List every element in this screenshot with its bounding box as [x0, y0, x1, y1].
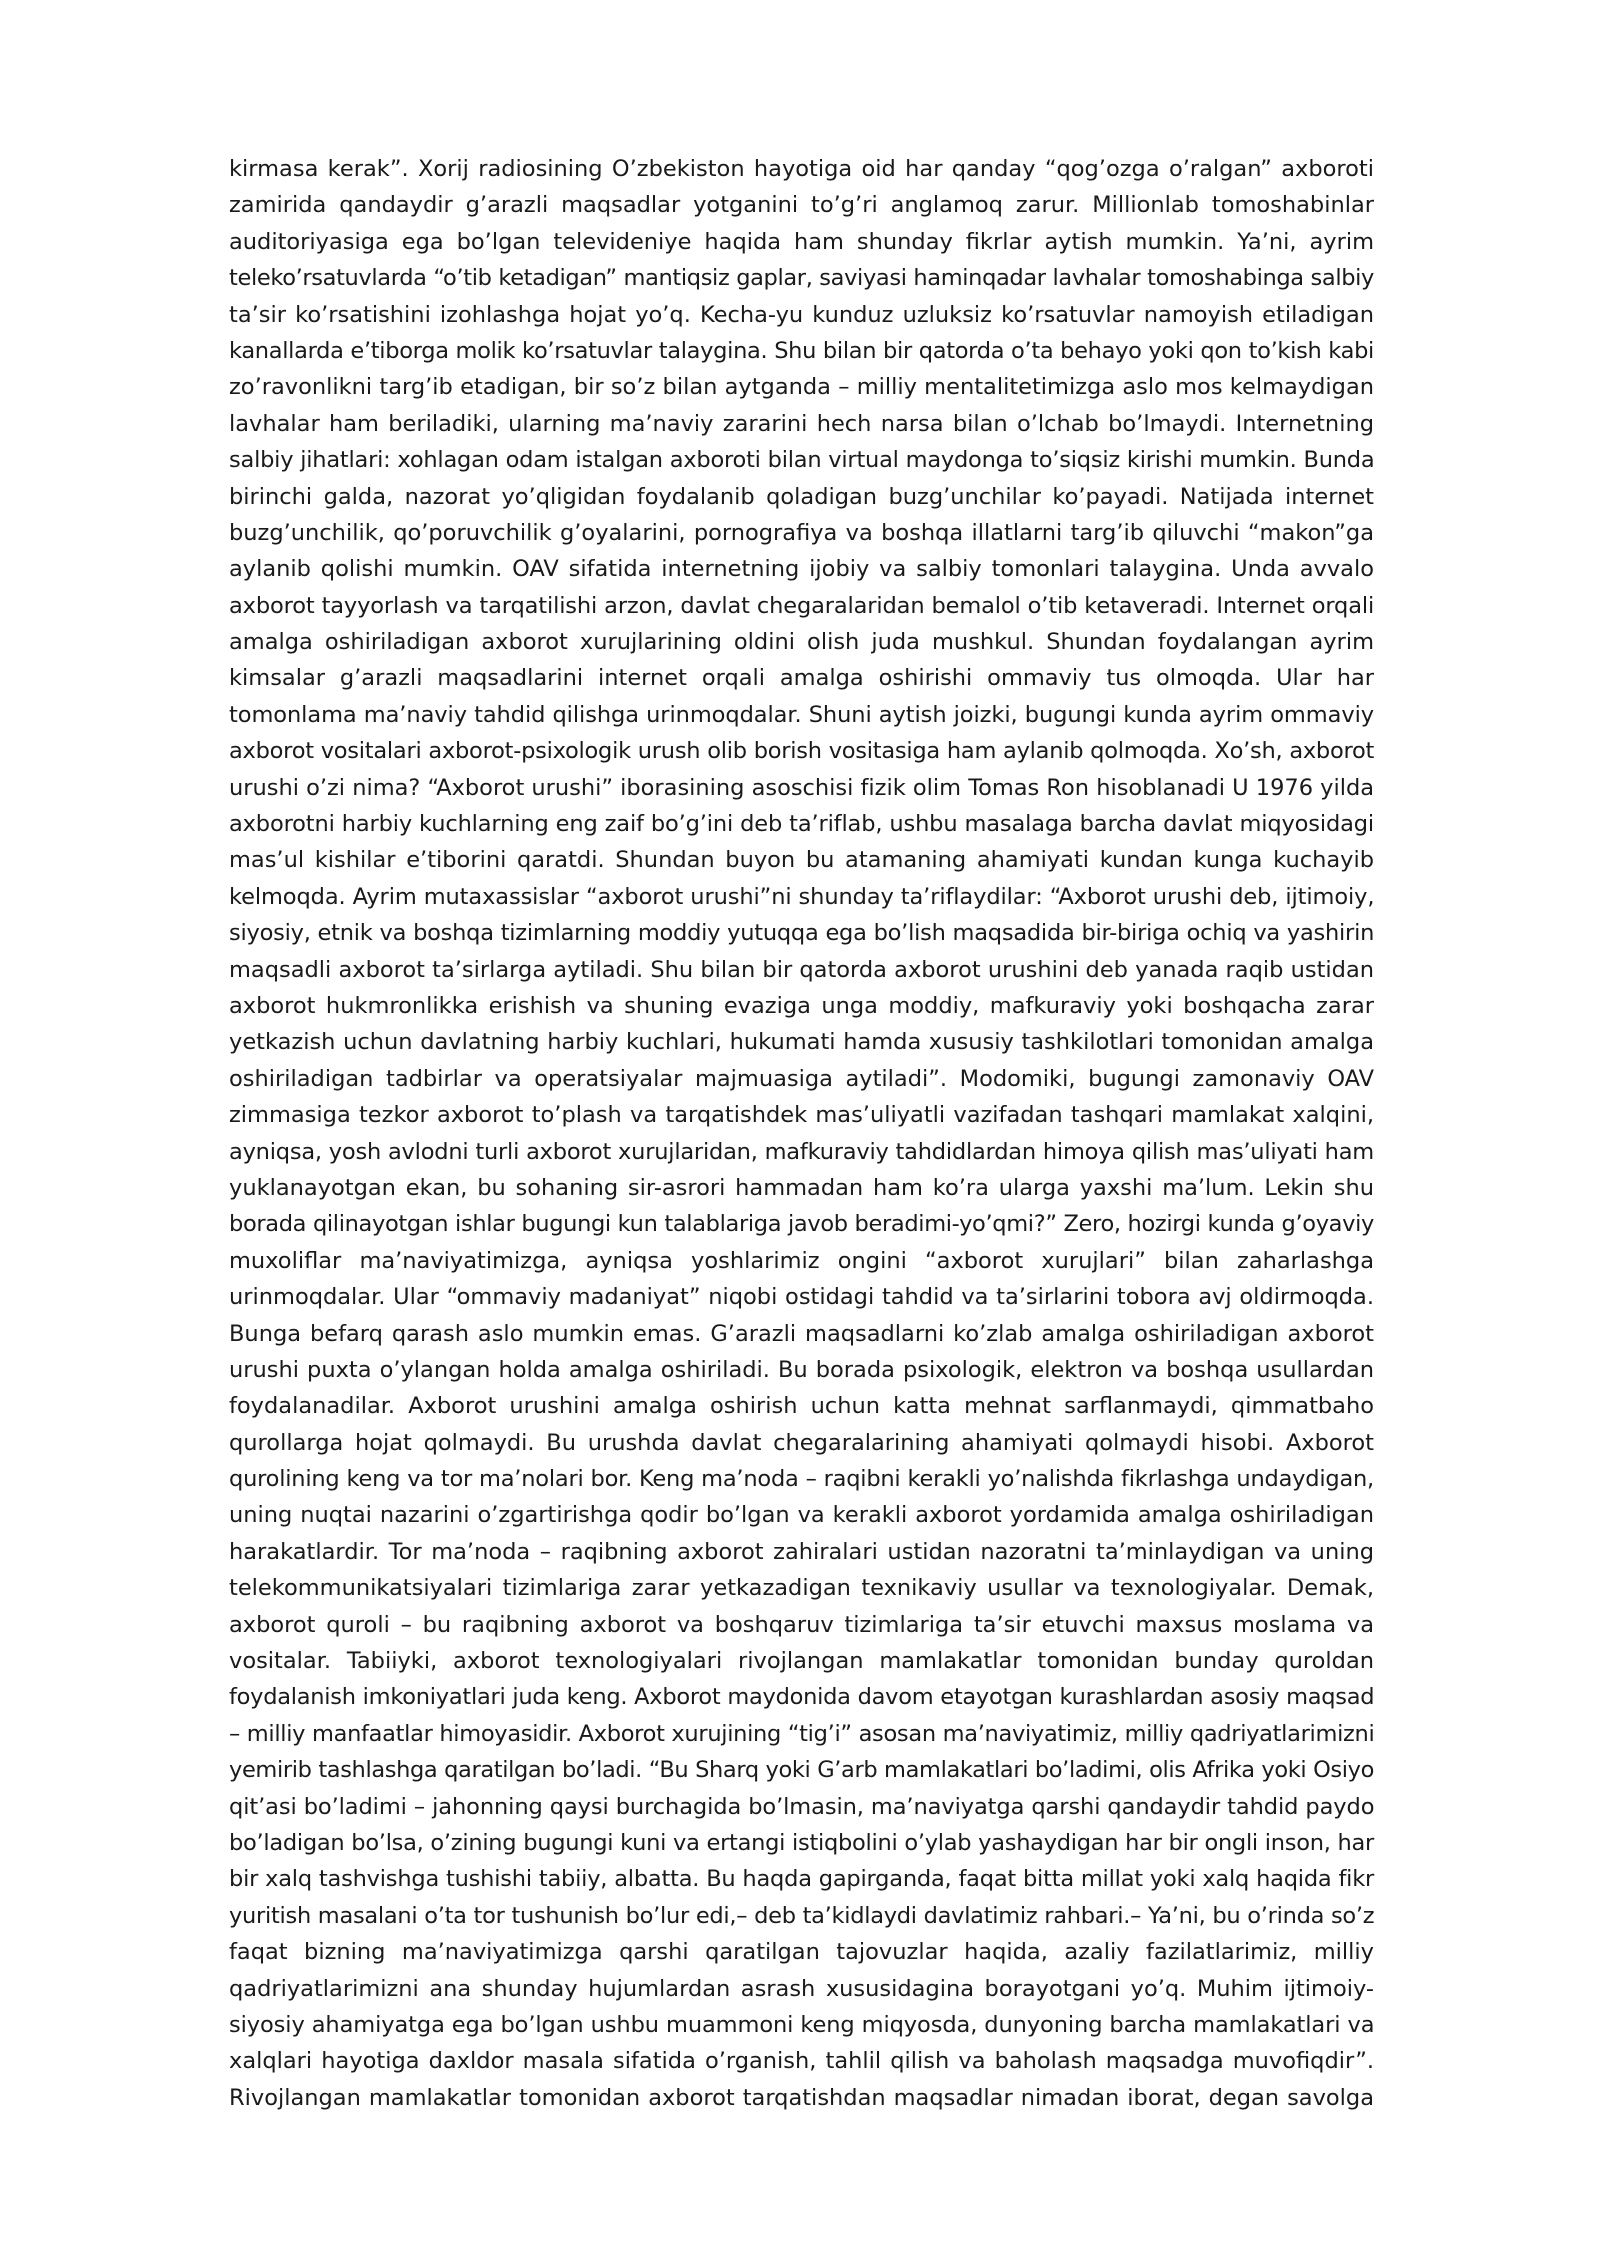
- text-line: foydalanish imkoniyatlari juda keng. Axborot maydonida davom etayotgan kurashlardan asosiy maqsad: [229, 1684, 1375, 1711]
- text-line: qurollarga hojat qolmaydi. Bu urushda davlat chegaralarining ahamiyati qolmaydi hisobi. Axborot: [229, 1429, 1374, 1456]
- text-line: zamirida qandaydir g’arazli maqsadlar yotganini to’g’ri anglamoq zarur. Millionlab tomoshabinlar: [229, 192, 1374, 219]
- text-line: salbiy jihatlari: xohlagan odam istalgan axboroti bilan virtual maydonga to’siqsiz kirishi mumkin. Bunda: [229, 447, 1375, 474]
- text-line: urushi puxta o’ylangan holda amalga oshiriladi. Bu borada psixologik, elektron va boshqa usullardan: [229, 1356, 1374, 1383]
- text-line: kelmoqda. Ayrim mutaxassislar “axborot urushi”ni shunday ta’riflaydilar: “Axborot urushi deb, ijtimoiy,: [229, 883, 1375, 910]
- text-line: axborot tayyorlash va tarqatilishi arzon, davlat chegaralaridan bemalol o’tib ketaveradi. Internet orqali: [229, 592, 1375, 619]
- text-line: birinchi galda, nazorat yo’qligidan foydalanib qoladigan buzg’unchilar ko’payadi. Natijada internet: [229, 483, 1374, 510]
- text-line: lavhalar ham beriladiki, ularning ma’naviy zararini hech narsa bilan o’lchab bo’lmaydi. Internetning: [229, 410, 1374, 437]
- text-line: axborot quroli – bu raqibning axborot va boshqaruv tizimlariga ta’sir etuvchi maxsus moslama va: [229, 1611, 1374, 1638]
- text-line: bo’ladigan bo’lsa, o’zining bugungi kuni va ertangi istiqbolini o’ylab yashaydigan har bir ongli inson, har: [229, 1829, 1374, 1856]
- text-line: zimmasiga tezkor axborot to’plash va tarqatishdek mas’uliyatli vazifadan tashqari mamlakat xalqini,: [229, 1102, 1374, 1129]
- text-line: qit’asi bo’ladimi – jahonning qaysi burchagida bo’lmasin, ma’naviyatga qarshi qandaydir tahdid paydo: [229, 1793, 1375, 1820]
- text-line: yuklanayotgan ekan, bu sohaning sir-asrori hammadan ham ko’ra ularga yaxshi ma’lum. Lekin shu: [229, 1174, 1374, 1201]
- text-line: borada qilinayotgan ishlar bugungi kun talablariga javob beradimi-yo’qmi?” Zero, hozirgi kunda g’oyaviy: [229, 1211, 1374, 1238]
- text-line: axborotni harbiy kuchlarning eng zaif bo’g’ini deb ta’riflab, ushbu masalaga barcha davlat miqyosidagi: [229, 811, 1374, 838]
- text-line: faqat bizning ma’naviyatimizga qarshi qaratilgan tajovuzlar haqida, azaliy fazilatlarimiz, milliy: [229, 1939, 1374, 1966]
- text-line: tomonlama ma’naviy tahdid qilishga urinmoqdalar. Shuni aytish joizki, bugungi kunda ayrim ommaviy: [229, 701, 1374, 728]
- text-line: muxoliflar ma’naviyatimizga, ayniqsa yoshlarimiz ongini “axborot xurujlari” bilan zaharlashga: [229, 1247, 1374, 1274]
- text-line: uning nuqtai nazarini o’zgartirishga qodir bo’lgan va kerakli axborot yordamida amalga oshiriladigan: [229, 1502, 1374, 1529]
- text-line: axborot hukmronlikka erishish va shuning evaziga unga moddiy, mafkuraviy yoki boshqacha zarar: [229, 992, 1374, 1019]
- text-line: kanallarda e’tiborga molik ko’rsatuvlar talaygina. Shu bilan bir qatorda o’ta behayo yoki qon to’kish kabi: [229, 337, 1374, 364]
- text-line: maqsadli axborot ta’sirlarga aytiladi. Shu bilan bir qatorda axborot urushini deb yanada raqib ustidan: [229, 956, 1374, 983]
- text-line: siyosiy, etnik va boshqa tizimlarning moddiy yutuqqa ega bo’lish maqsadida bir-biriga ochiq va yashirin: [229, 920, 1375, 947]
- text-line: zo’ravonlikni targ’ib etadigan, bir so’z bilan aytganda – milliy mentalitetimizga aslo mos kelmaydigan: [229, 374, 1374, 401]
- text-line: bir xalq tashvishga tushishi tabiiy, albatta. Bu haqda gapirganda, faqat bitta millat yoki xalq haqida fikr: [229, 1866, 1375, 1893]
- text-line: mas’ul kishilar e’tiborini qaratdi. Shundan buyon bu atamaning ahamiyati kundan kunga kuchayib: [229, 847, 1374, 874]
- text-line: oshiriladigan tadbirlar va operatsiyalar majmuasiga aytiladi”. Modomiki, bugungi zamonaviy OAV: [229, 1065, 1374, 1092]
- text-line: amalga oshiriladigan axborot xurujlarining oldini olish juda mushkul. Shundan foydalangan ayrim: [229, 629, 1374, 656]
- text-line: Rivojlangan mamlakatlar tomonidan axborot tarqatishdan maqsadlar nimadan iborat, degan savolga: [229, 2084, 1374, 2111]
- text-line: foydalanadilar. Axborot urushini amalga oshirish uchun katta mehnat sarflanmaydi, qimmatbaho: [229, 1393, 1374, 1420]
- body-text: [229, 151, 1374, 2191]
- text-line: telekommunikatsiyalari tizimlariga zarar yetkazadigan texnikaviy usullar va texnologiyalar. Demak,: [229, 1575, 1374, 1602]
- text-line: ayniqsa, yosh avlodni turli axborot xurujlaridan, mafkuraviy tahdidlardan himoya qilish mas’uliyati ham: [229, 1138, 1374, 1165]
- text-line: kimsalar g’arazli maqsadlarini internet orqali amalga oshirishi ommaviy tus olmoqda. Ular har: [229, 665, 1374, 692]
- text-line: qurolining keng va tor ma’nolari bor. Keng ma’noda – raqibni kerakli yo’nalishda fikrlashga undaydigan,: [229, 1466, 1374, 1493]
- text-line: yetkazish uchun davlatning harbiy kuchlari, hukumati hamda xususiy tashkilotlari tomonidan amalga: [229, 1029, 1374, 1056]
- text-line: yemirib tashlashga qaratilgan bo’ladi. “Bu Sharq yoki G’arb mamlakatlari bo’ladimi, olis Afrika yoki Osiyo: [229, 1757, 1374, 1784]
- text-line: vositalar. Tabiiyki, axborot texnologiyalari rivojlangan mamlakatlar tomonidan bunday quroldan: [229, 1648, 1374, 1675]
- text-line: yuritish masalani o’ta tor tushunish bo’lur edi,– deb ta’kidlaydi davlatimiz rahbari.– Ya’ni, bu o’rinda so’z: [229, 1902, 1375, 1929]
- text-line: urinmoqdalar. Ular “ommaviy madaniyat” niqobi ostidagi tahdid va ta’sirlarini tobora avj oldirmoqda.: [229, 1284, 1374, 1311]
- text-line: kirmasa kerak”. Xorij radiosining O’zbekiston hayotiga oid har qanday “qog’ozga o’ralgan” axboroti: [229, 156, 1374, 182]
- text-line: Bunga befarq qarash aslo mumkin emas. G’arazli maqsadlarni ko’zlab amalga oshiriladigan axborot: [229, 1320, 1374, 1347]
- text-line: harakatlardir. Tor ma’noda – raqibning axborot zahiralari ustidan nazoratni ta’minlaydigan va uning: [229, 1538, 1374, 1565]
- text-line: urushi o’zi nima? “Axborot urushi” iborasining asoschisi fizik olim Tomas Ron hisoblanadi U 1976 yilda: [229, 774, 1374, 801]
- text-line: – milliy manfaatlar himoyasidir. Axborot xurujining “tig’i” asosan ma’naviyatimiz, milliy qadriyatlarimizni: [229, 1720, 1375, 1747]
- text-line: aylanib qolishi mumkin. OAV sifatida internetning ijobiy va salbiy tomonlari talaygina. Unda avvalo: [229, 556, 1374, 583]
- text-line: siyosiy ahamiyatga ega bo’lgan ushbu muammoni keng miqyosda, dunyoning barcha mamlakatlari va: [229, 2011, 1375, 2038]
- text-line: auditoriyasiga ega bo’lgan televideniye haqida ham shunday fikrlar aytish mumkin. Ya’ni, ayrim: [229, 228, 1374, 255]
- text-line: axborot vositalari axborot-psixologik urush olib borish vositasiga ham aylanib qolmoqda. Xo’sh, axborot: [229, 738, 1375, 765]
- text-line: teleko’rsatuvlarda “o’tib ketadigan” mantiqsiz gaplar, saviyasi haminqadar lavhalar tomoshabinga salbiy: [229, 265, 1374, 292]
- text-line: buzg’unchilik, qo’poruvchilik g’oyalarini, pornografiya va boshqa illatlarni targ’ib qiluvchi “makon”ga: [229, 519, 1374, 546]
- text-line: qadriyatlarimizni ana shunday hujumlardan asrash xususidagina borayotgani yo’q. Muhim ijtimoiy-: [229, 1975, 1374, 2002]
- text-line: ta’sir ko’rsatishini izohlashga hojat yo’q. Kecha-yu kunduz uzluksiz ko’rsatuvlar namoyish etiladigan: [229, 301, 1374, 328]
- text-line: xalqlari hayotiga daxldor masala sifatida o’rganish, tahlil qilish va baholash maqsadga muvofiqdir”.: [229, 2048, 1374, 2075]
